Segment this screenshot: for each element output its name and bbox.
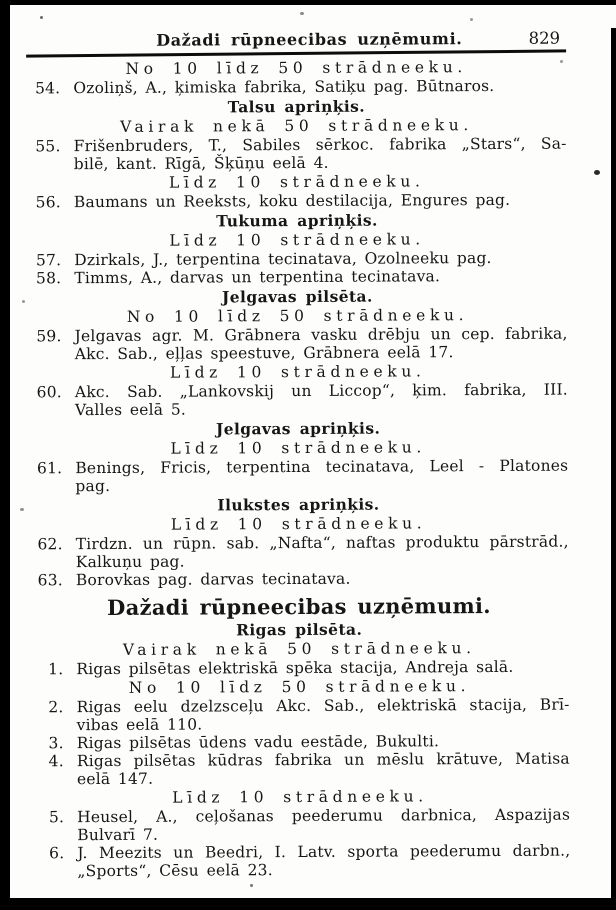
entry-text-line: Ozoliņš, A., ķimiska fabrika, Satiķu pag. Būtnaros. bbox=[73, 76, 495, 98]
directory-entry bbox=[29, 658, 569, 679]
page-number: 829 bbox=[528, 28, 561, 48]
directory-entry bbox=[27, 267, 567, 288]
entry-text bbox=[77, 750, 570, 789]
scan-speck bbox=[22, 300, 25, 303]
entry-number: 60. bbox=[36, 383, 62, 402]
entry-number: 61. bbox=[36, 459, 63, 478]
entry-text-line: Rigas eelu dzelzsceļu Akc. Sab., elektriskā stacija, Brī- bbox=[76, 695, 570, 717]
entry-number: 55. bbox=[35, 137, 61, 156]
entry-text-line: Baumans un Reeksts, koku destilacija, Engures pag. bbox=[73, 190, 511, 212]
worker-count-heading: Līdz 10 strādneeku. bbox=[172, 787, 428, 807]
entry-number: 3. bbox=[48, 734, 64, 753]
entry-text-line: Heusel, A., ceļošanas peederumu darbnica, Aspazijas bbox=[77, 805, 571, 827]
scan-speck bbox=[470, 18, 473, 21]
running-header-title: Dažadi rūpneecibas uzņēmumi. bbox=[156, 29, 463, 50]
worker-count-heading: Līdz 10 strādneeku. bbox=[168, 172, 425, 192]
district-heading: Jelgavas pilsēta. bbox=[221, 286, 373, 307]
entry-number: 59. bbox=[36, 327, 62, 346]
worker-count-heading: No 10 līdz 50 strādneeku. bbox=[126, 306, 469, 326]
entry-text bbox=[75, 457, 568, 496]
running-header bbox=[26, 29, 566, 51]
worker-count-heading: Līdz 10 strādneeku. bbox=[169, 362, 426, 382]
page-content bbox=[26, 29, 570, 881]
entry-text-line: Akc. Sab., eļļas speestuve, Grābnera eelā 17. bbox=[74, 343, 454, 364]
scan-edge-bottom bbox=[0, 898, 616, 910]
worker-count-heading: No 10 līdz 50 strādneeku. bbox=[125, 58, 467, 78]
entry-number: 58. bbox=[35, 269, 62, 288]
worker-count-heading: No 10 līdz 50 strādneeku. bbox=[128, 677, 471, 697]
entry-text-line: Frišenbruders, T., Sabiles sērkoc. fabrika „Stars“, Sa- bbox=[73, 134, 567, 156]
ink-blot bbox=[594, 170, 600, 175]
entry-number: 62. bbox=[37, 535, 63, 554]
directory-entry bbox=[27, 135, 567, 174]
entry-text bbox=[75, 325, 568, 364]
entry-text-line: pag. bbox=[75, 476, 111, 496]
entry-text bbox=[77, 806, 570, 845]
district-heading: Rigas pilsēta. bbox=[235, 619, 363, 640]
scan-speck bbox=[20, 508, 24, 511]
scan-speck bbox=[250, 884, 253, 887]
entry-number: 57. bbox=[35, 251, 62, 270]
directory-entry bbox=[29, 533, 569, 572]
scan-speck bbox=[40, 16, 43, 19]
entry-text-line: Tirdzn. un rūpn. sab. „Nafta“, naftas produktu pārstrād., bbox=[75, 532, 569, 554]
entry-text bbox=[74, 191, 567, 212]
chapter-heading: Dažadi rūpneecibas uzņēmumi. bbox=[107, 592, 491, 620]
entry-number: 1. bbox=[48, 660, 64, 679]
entry-text-line: Valles eelā 5. bbox=[74, 400, 187, 420]
directory-entry bbox=[28, 457, 568, 496]
entry-text-line: Rigas pilsētas kūdras fabrika un mēslu krātuve, Matisa bbox=[76, 749, 570, 771]
entry-text-line: Akc. Sab. „Lankovskij un Liccop“, ķim. fabrika, III. bbox=[74, 380, 568, 402]
directory-entry bbox=[30, 842, 570, 881]
directory-entry bbox=[30, 806, 570, 845]
entry-text bbox=[76, 569, 569, 590]
directory-entry bbox=[27, 191, 567, 212]
entry-text-line: Rigas pilsētas elektriskā spēka stacija, Andreja salā. bbox=[76, 657, 514, 679]
entry-text-line: vibas eelā 110. bbox=[76, 715, 203, 735]
entry-text bbox=[74, 135, 567, 174]
entry-text-line: bilē, kant. Rīgā, Šķūņu eelā 4. bbox=[73, 153, 329, 174]
directory-entry bbox=[29, 696, 569, 735]
district-heading: Talsu apriņķis. bbox=[227, 96, 366, 117]
district-heading: Ilukstes apriņķis. bbox=[217, 494, 380, 515]
scan-edge-left bbox=[0, 0, 10, 910]
entry-text-line: Borovkas pag. darvas tecinatava. bbox=[75, 569, 351, 590]
entry-text bbox=[74, 267, 567, 288]
district-heading: Tukuma apriņķis. bbox=[216, 210, 378, 231]
entry-number: 56. bbox=[35, 193, 61, 212]
header-rule bbox=[26, 49, 566, 57]
entry-text-line: Benings, Fricis, terpentina tecinatava, Leel - Platones bbox=[75, 456, 569, 478]
worker-count-heading: Vairak nekā 50 strādneeku. bbox=[122, 639, 476, 659]
directory-entry bbox=[30, 750, 570, 789]
directory-list bbox=[26, 58, 570, 881]
entry-text bbox=[73, 77, 566, 98]
entry-text-line: Kalkuņu pag. bbox=[75, 552, 185, 572]
entry-number: 54. bbox=[34, 79, 61, 98]
entry-text-line: Timms, A., darvas un terpentina tecinatava. bbox=[74, 267, 441, 288]
worker-count-heading: Vairak nekā 50 strādneeku. bbox=[120, 116, 473, 136]
directory-entry bbox=[28, 325, 568, 364]
scan-edge-right bbox=[611, 28, 616, 910]
directory-entry bbox=[26, 77, 566, 98]
worker-count-heading: Līdz 10 strādneeku. bbox=[169, 230, 425, 250]
district-heading: Jelgavas apriņķis. bbox=[215, 418, 381, 439]
entry-text bbox=[76, 696, 569, 735]
entry-number: 5. bbox=[48, 808, 65, 827]
entry-number: 2. bbox=[48, 698, 64, 717]
entry-text bbox=[75, 381, 568, 420]
entry-number: 6. bbox=[49, 844, 65, 863]
scan-speck bbox=[300, 12, 304, 15]
entry-number: 63. bbox=[37, 571, 63, 590]
worker-count-heading: Līdz 10 strādneeku. bbox=[170, 514, 427, 534]
entry-text bbox=[76, 658, 569, 679]
scan-edge-top bbox=[0, 0, 616, 5]
entry-text-line: Jelgavas agr. M. Grābnera vasku drēbju un cep. fabrika, bbox=[74, 324, 568, 346]
entry-number: 4. bbox=[48, 752, 64, 771]
entry-text bbox=[77, 842, 570, 881]
entry-text-line: J. Meezits un Beedri, I. Latv. sporta peederumu darbn., bbox=[77, 841, 571, 863]
directory-entry bbox=[29, 569, 569, 590]
entry-text-line: „Sports“, Cēsu eelā 23. bbox=[77, 861, 273, 881]
directory-entry bbox=[28, 381, 568, 420]
entry-text-line: Rigas pilsētas ūdens vadu eestāde, Bukulti. bbox=[76, 732, 440, 753]
worker-count-heading: Līdz 10 strādneeku. bbox=[170, 438, 426, 458]
entry-text-line: eelā 147. bbox=[76, 769, 154, 789]
entry-text-line: Dzirkals, J., terpentina tecinatava, Ozolneeku pag. bbox=[74, 248, 492, 270]
entry-text-line: Bulvarī 7. bbox=[77, 825, 159, 845]
entry-text bbox=[76, 533, 569, 572]
